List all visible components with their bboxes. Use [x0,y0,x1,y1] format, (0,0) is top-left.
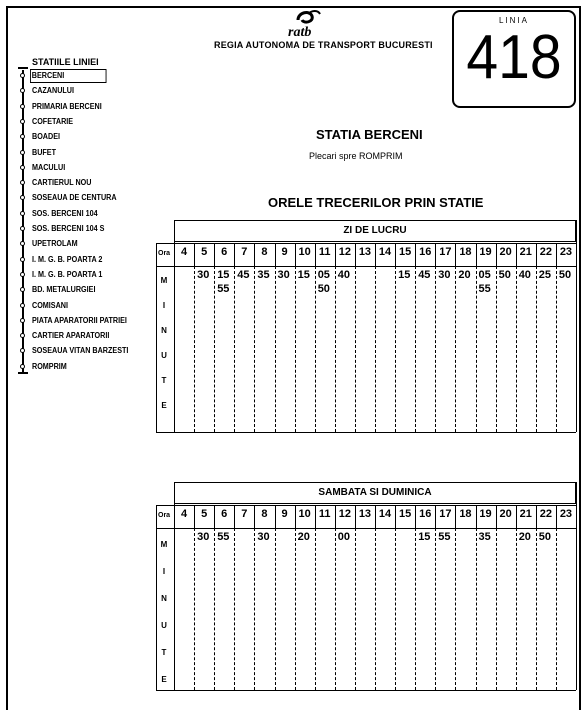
stop-name: CARTIERUL NOU [32,178,92,188]
hour-cell: 5 [201,508,208,520]
hour-divider [556,505,557,528]
stop-name: I. M. G. B. POARTA 1 [32,269,103,279]
minute-letter: U [161,621,167,630]
hour-divider [335,505,336,528]
minute-divider [335,528,336,690]
direction-text: Plecari spre ROMPRIM [309,151,403,161]
hour-divider [375,505,376,528]
hour-cell: 21 [519,508,532,520]
hour-cell: 23 [559,508,573,520]
hour-cell: 6 [221,246,228,258]
hour-divider [496,243,497,266]
line-number-box [452,10,576,108]
minute-divider [435,266,436,432]
hour-cell: 19 [479,508,492,520]
ora-column-left-border [156,243,157,432]
hour-cell: 15 [399,508,412,520]
hour-divider [435,243,436,266]
hour-cell: 8 [261,508,268,520]
hour-divider [275,243,276,266]
hour-cell: 11 [318,508,331,520]
minute-divider [295,266,296,432]
minute-letter: I [162,567,166,576]
hour-divider [214,243,215,266]
minute-divider [476,528,477,690]
table-title: ZI DE LUCRU [174,220,576,242]
hour-cell: 11 [318,246,331,258]
table-bottom-border [156,432,576,433]
hour-divider [234,505,235,528]
hour-divider [315,243,316,266]
minute-divider [275,266,276,432]
route-line [22,70,24,372]
table-right-border [576,482,577,690]
stop-name: SOS. BERCENI 104 [32,208,98,218]
hour-divider [355,505,356,528]
minute-divider [375,266,376,432]
minute-divider [435,528,436,690]
hour-divider [254,505,255,528]
hour-divider [415,243,416,266]
hour-divider [275,505,276,528]
hour-cell: 20 [499,246,512,258]
minute-value: 30 [277,269,290,281]
hour-divider [536,243,537,266]
ora-column-left-border [156,505,157,690]
hour-cell: 5 [201,246,208,258]
hour-cell: 10 [298,246,311,258]
hour-cell: 13 [358,246,372,258]
minute-divider [214,266,215,432]
minute-value: 55 [438,531,451,543]
minute-value: 25 [538,269,552,281]
hour-cell: 21 [519,246,532,258]
stop-marker-icon [20,257,25,262]
stop-name: SOSEAUA DE CENTURA [32,193,117,203]
minute-letter: N [161,594,167,603]
minute-divider [556,266,557,432]
hour-cell: 23 [559,246,573,258]
ora-label: Ora [158,250,171,257]
table-title: SAMBATA SI DUMINICA [174,482,576,504]
hour-divider [254,243,255,266]
hour-cell: 9 [281,508,288,520]
minute-value: 50 [558,269,572,281]
minute-divider [455,528,456,690]
minute-divider [194,266,195,432]
minute-divider [295,528,296,690]
stop-marker-icon [20,272,25,277]
company-name: REGIA AUTONOMA DE TRANSPORT BUCURESTI [214,40,433,50]
stop-name: COMISANI [32,300,68,310]
hour-divider [476,505,477,528]
hour-cell: 22 [539,508,552,520]
minute-divider [415,266,416,432]
hour-cell: 4 [180,508,188,520]
minute-value: 55 [217,531,230,543]
hour-divider [194,505,195,528]
minute-divider [335,266,336,432]
line-label: LINIA [498,16,529,25]
hour-cell: 22 [539,246,552,258]
stop-name: CAZANULUI [32,86,75,96]
minute-value: 50 [538,531,552,543]
hour-divider [496,505,497,528]
stop-name: BUFET [32,147,57,157]
minute-value: 05 [317,269,330,281]
hours-bottom-border [156,528,576,529]
minute-divider [455,266,456,432]
stop-marker-icon [20,104,25,109]
minute-letter: E [161,401,167,410]
minute-value: 35 [478,531,491,543]
hour-divider [355,243,356,266]
stop-marker-icon [20,165,25,170]
minute-value: 40 [518,269,531,281]
minute-value: 50 [498,269,511,281]
minute-value: 45 [237,269,250,281]
minute-value: 30 [197,531,210,543]
stop-name: BERCENI [30,69,107,83]
hour-cell: 12 [338,246,351,258]
minute-letter: M [160,276,168,285]
minute-divider [254,266,255,432]
hour-cell: 6 [221,508,228,520]
minute-value: 15 [297,269,310,281]
hour-divider [295,505,296,528]
minute-letter: T [161,648,167,657]
minute-value: 15 [418,531,431,543]
hours-bottom-border [156,266,576,267]
hour-divider [415,505,416,528]
minute-divider [476,266,477,432]
stop-name: PIATA APARATORII PATRIEI [32,315,127,325]
hour-divider [516,505,517,528]
hour-cell: 15 [399,246,412,258]
logo-lettering: ratb [288,25,312,38]
hour-cell: 19 [479,246,492,258]
stop-name: SOS. BERCENI 104 S [32,224,105,233]
minute-divider [355,528,356,690]
minute-divider [496,266,497,432]
stop-marker-icon [20,318,25,323]
hour-cell: 7 [241,246,248,258]
hour-cell: 14 [378,508,392,520]
stop-name: MACULUI [32,162,66,172]
hour-divider [455,505,456,528]
stop-marker-icon [20,303,25,308]
minute-divider [496,528,497,690]
hour-divider [536,505,537,528]
minute-value: 35 [257,269,270,281]
ora-label: Ora [158,512,171,519]
minute-divider [355,266,356,432]
minute-value: 00 [337,531,351,543]
route-start-tick [18,67,28,69]
minute-value: 30 [257,531,270,543]
hours-top-border [156,243,576,244]
hour-divider [556,243,557,266]
hour-cell: 12 [338,508,351,520]
hour-divider [315,505,316,528]
minute-divider [536,266,537,432]
minute-divider [234,266,235,432]
route-heading: STATIILE LINIEI [32,57,99,67]
minute-value: 30 [197,269,210,281]
minute-divider [516,266,517,432]
minute-divider [395,528,396,690]
hour-divider [214,505,215,528]
minute-divider [375,528,376,690]
minute-value: 20 [297,531,310,543]
times-heading: ORELE TRECERILOR PRIN STATIE [268,195,484,210]
ratb-logo [284,8,326,38]
hour-cell: 7 [241,508,248,520]
stop-name: UPETROLAM [32,239,78,249]
hour-cell: 13 [358,508,372,520]
ratb-logo-mark [284,8,326,38]
minute-value: 15 [398,269,411,281]
stop-marker-icon [20,364,25,369]
minute-value: 30 [438,269,451,281]
hour-divider [455,243,456,266]
stop-marker-icon [20,226,25,231]
station-title: STATIA BERCENI [316,127,423,142]
route-end-tick [18,372,28,374]
minute-divider [214,528,215,690]
minute-divider [536,528,537,690]
minute-divider [254,528,255,690]
stop-name: ROMPRIM [32,361,67,371]
table-bottom-border [156,690,576,691]
stop-name: PRIMARIA BERCENI [32,101,102,111]
stop-marker-icon [20,211,25,216]
stop-name: BD. METALURGIEI [32,285,96,295]
minute-value: 15 [217,269,230,281]
minute-divider [395,266,396,432]
hour-divider [476,243,477,266]
hours-top-border [156,505,576,506]
hour-divider [295,243,296,266]
stop-name: CARTIER APARATORII [32,331,110,341]
line-number: 418 [466,23,562,92]
minute-value: 50 [317,283,330,295]
minute-value: 20 [458,269,471,281]
minute-divider [275,528,276,690]
hour-divider [395,505,396,528]
minute-letter: U [161,351,167,360]
hour-divider [516,243,517,266]
hour-divider [375,243,376,266]
minute-divider [315,528,316,690]
hour-cell: 17 [439,246,452,258]
stop-name: I. M. G. B. POARTA 2 [32,254,103,264]
stop-name: COFETARIE [32,116,74,126]
minute-divider [234,528,235,690]
hour-cell: 4 [180,246,188,258]
minute-divider [556,528,557,690]
hour-cell: 20 [499,508,512,520]
minute-value: 55 [478,283,491,295]
minute-divider [415,528,416,690]
minute-divider [315,266,316,432]
hour-divider [335,243,336,266]
hour-cell: 14 [378,246,392,258]
minute-divider [516,528,517,690]
minute-letter: I [162,301,166,310]
hour-cell: 18 [459,508,472,520]
minute-value: 20 [518,531,531,543]
stop-marker-icon [20,150,25,155]
hour-divider [435,505,436,528]
stop-marker-icon [20,119,25,124]
stop-name: SOSEAUA VITAN BARZESTI [32,346,129,356]
hour-divider [234,243,235,266]
hour-cell: 16 [419,246,432,258]
minute-letter: N [161,326,167,335]
hour-cell: 17 [439,508,452,520]
hour-divider [395,243,396,266]
hour-cell: 10 [298,508,311,520]
stop-name: BOADEI [32,132,61,142]
table-right-border [576,220,577,432]
minute-letter: T [161,376,167,385]
minute-divider [194,528,195,690]
hour-cell: 18 [459,246,472,258]
hour-cell: 8 [261,246,268,258]
hour-divider [194,243,195,266]
minute-letter: E [161,675,167,684]
hour-cell: 16 [419,508,432,520]
stop-marker-icon [20,73,25,78]
minute-value: 40 [337,269,351,281]
minute-value: 05 [478,269,491,281]
minute-value: 55 [217,283,230,295]
minute-letter: M [160,540,168,549]
minute-value: 45 [418,269,431,281]
hour-cell: 9 [281,246,288,258]
